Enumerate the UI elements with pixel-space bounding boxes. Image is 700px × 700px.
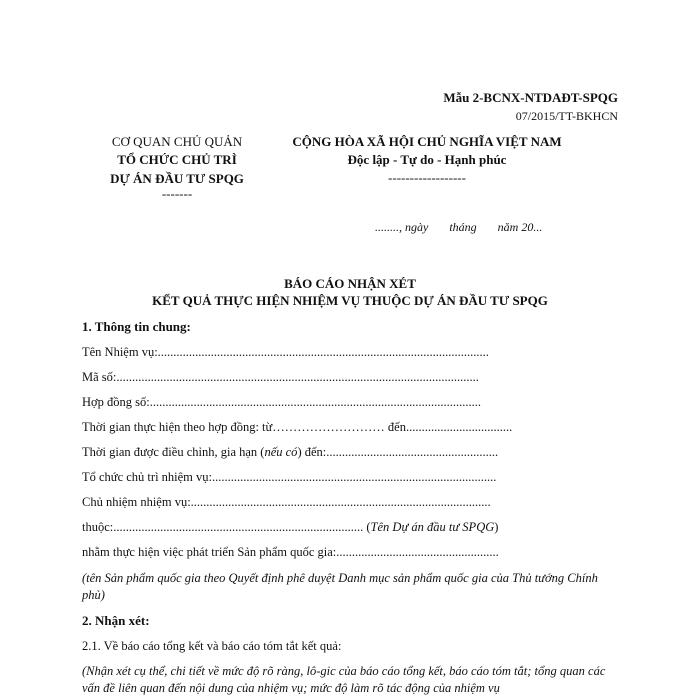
left-header (92, 134, 262, 201)
field-code: Mã số:.................................................................................................................... (82, 370, 479, 384)
country-name: CỘNG HÒA XÃ HỘI CHỦ NGHĨA VIỆT NAM (292, 134, 562, 149)
report-title-line2: KẾT QUẢ THỰC HIỆN NHIỆM VỤ THUỘC DỰ ÁN ĐẦU TƯ SPQG (152, 293, 548, 308)
section2-item1: 2.1. Về báo cáo tổng kết và báo cáo tóm tắt kết quả: (82, 639, 342, 653)
date-line: ........, ngày tháng năm 20... (375, 220, 543, 234)
host-organization: TỔ CHỨC CHỦ TRÌ (117, 152, 237, 167)
field-national-product-note: (tên Sản phẩm quốc gia theo Quyết định phê duyệt Danh mục sản phẩm quốc gia của Thủ tướng Chính phủ) (82, 571, 598, 602)
governing-agency: CƠ QUAN CHỦ QUẢN (111, 134, 243, 149)
field-task-name: Tên Nhiệm vụ:.......................................................................................................... (82, 345, 489, 359)
right-header (262, 134, 592, 186)
right-header-divider: ------------------ (388, 170, 466, 185)
field-national-product: nhằm thực hiện việc phát triển Sản phẩm quốc gia:.................................................... (82, 545, 499, 559)
section1-heading: 1. Thông tin chung: (82, 319, 191, 334)
report-title-line1: BÁO CÁO NHẬN XÉT (284, 276, 416, 291)
section2-item1-note: (Nhận xét cụ thể, chi tiết về mức độ rõ ràng, lô-gic của báo cáo tổng kết, báo cáo tóm tắt; tổng quan các vấn đề liên quan đến nội dung của nhiệm vụ; mức độ làm rõ tác động của nhiệm vụ (82, 664, 606, 695)
field-belongs-to: thuộc:................................................................................ (Tên Dự án đầu tư SPQG) (82, 520, 499, 534)
field-adjusted-period: Thời gian được điều chỉnh, gia hạn (nếu có) đến:....................................................... (82, 445, 499, 459)
left-header-divider: ------- (161, 186, 193, 201)
motto: Độc lập - Tự do - Hạnh phúc (347, 152, 507, 167)
project-name: DỰ ÁN ĐẦU TƯ SPQG (110, 171, 244, 186)
field-contract-number: Hợp đồng số:.......................................................................................................... (82, 395, 481, 409)
field-contract-period: Thời gian thực hiện theo hợp đồng: từ……………………… đến.................................. (82, 420, 513, 434)
form-code-line2: 07/2015/TT-BKHCN (515, 109, 618, 123)
form-code-line1: Mẫu 2-BCNX-NTDAĐT-SPQG (443, 90, 618, 105)
section2-heading: 2. Nhận xét: (82, 613, 150, 628)
field-host-organization: Tổ chức chủ trì nhiệm vụ:........................................................................................... (82, 470, 497, 484)
field-task-leader: Chủ nhiệm nhiệm vụ:................................................................................................ (82, 495, 491, 509)
